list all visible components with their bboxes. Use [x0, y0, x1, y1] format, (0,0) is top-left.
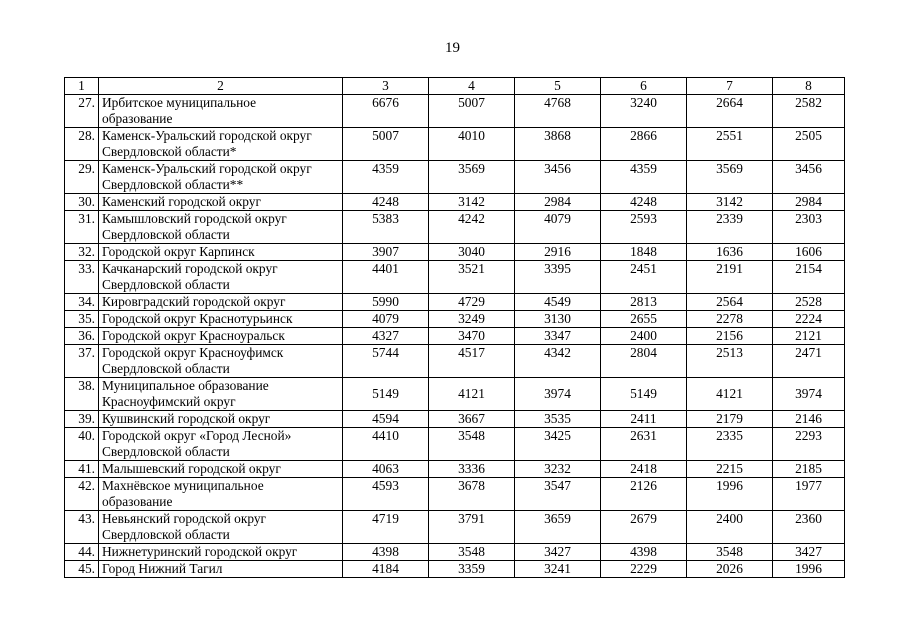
- table-row: [65, 378, 845, 411]
- header-cell-4: 4: [429, 78, 515, 95]
- header-cell-5: 5: [515, 78, 601, 95]
- value-cell-col-4: 3249: [429, 311, 515, 328]
- value-cell-col-4: 3142: [429, 194, 515, 211]
- municipality-name-line: Городской округ Краснотурьинск: [102, 311, 293, 326]
- row-number: 35.: [65, 311, 99, 328]
- value-cell-col-7: 2339: [687, 211, 773, 244]
- table-row: [65, 194, 845, 211]
- municipality-name-line: Камышловский городской округ: [102, 211, 287, 226]
- table-row: [65, 211, 845, 244]
- value-cell-col-8: 2984: [773, 194, 845, 211]
- municipality-name-line: Кировградский городской округ: [102, 294, 286, 309]
- value-cell-col-5: 3427: [515, 544, 601, 561]
- value-cell-col-5: 3395: [515, 261, 601, 294]
- row-number: 32.: [65, 244, 99, 261]
- value-cell-col-4: 3040: [429, 244, 515, 261]
- value-cell-col-4: 3667: [429, 411, 515, 428]
- value-cell-col-7: 2156: [687, 328, 773, 345]
- header-cell-6: 6: [601, 78, 687, 95]
- value-cell-col-3: 4184: [343, 561, 429, 578]
- value-cell-col-6: 2804: [601, 345, 687, 378]
- municipality-name-line: Свердловской области**: [102, 177, 244, 192]
- value-cell-col-4: 3791: [429, 511, 515, 544]
- value-cell-col-6: 2813: [601, 294, 687, 311]
- value-cell-col-5: 4549: [515, 294, 601, 311]
- municipality-name: [99, 161, 343, 194]
- value-cell-col-8: 1977: [773, 478, 845, 511]
- municipality-name: [99, 511, 343, 544]
- municipality-name-line: Кушвинский городской округ: [102, 411, 271, 426]
- value-cell-col-5: 3535: [515, 411, 601, 428]
- value-cell-col-8: 2293: [773, 428, 845, 461]
- value-cell-col-7: 3142: [687, 194, 773, 211]
- value-cell-col-3: 4248: [343, 194, 429, 211]
- value-cell-col-3: 4327: [343, 328, 429, 345]
- table-row: [65, 95, 845, 128]
- value-cell-col-5: 3547: [515, 478, 601, 511]
- row-number: 41.: [65, 461, 99, 478]
- municipality-name: [99, 411, 343, 428]
- value-cell-col-8: 2154: [773, 261, 845, 294]
- municipality-name-line: Свердловской области*: [102, 144, 237, 159]
- value-cell-col-3: 5149: [343, 378, 429, 411]
- municipality-name-line: Каменский городской округ: [102, 194, 261, 209]
- row-number: 36.: [65, 328, 99, 345]
- municipality-name-line: Городской округ «Город Лесной»: [102, 428, 292, 443]
- value-cell-col-4: 3678: [429, 478, 515, 511]
- table-row: [65, 128, 845, 161]
- value-cell-col-6: 2126: [601, 478, 687, 511]
- value-cell-col-4: 5007: [429, 95, 515, 128]
- value-cell-col-4: 3521: [429, 261, 515, 294]
- value-cell-col-7: 2179: [687, 411, 773, 428]
- table-row: [65, 411, 845, 428]
- municipality-name: [99, 478, 343, 511]
- value-cell-col-4: 4010: [429, 128, 515, 161]
- municipality-name-line: Нижнетуринский городской округ: [102, 544, 298, 559]
- value-cell-col-6: 2655: [601, 311, 687, 328]
- value-cell-col-3: 5007: [343, 128, 429, 161]
- value-cell-col-5: 3241: [515, 561, 601, 578]
- row-number: 44.: [65, 544, 99, 561]
- row-number: 33.: [65, 261, 99, 294]
- value-cell-col-5: 3347: [515, 328, 601, 345]
- municipality-name-line: Свердловской области: [102, 361, 230, 376]
- value-cell-col-6: 2451: [601, 261, 687, 294]
- row-number: 39.: [65, 411, 99, 428]
- municipality-name-line: Ирбитское муниципальное: [102, 95, 257, 110]
- value-cell-col-7: 2215: [687, 461, 773, 478]
- value-cell-col-5: 3974: [515, 378, 601, 411]
- value-cell-col-4: 3548: [429, 544, 515, 561]
- value-cell-col-4: 4729: [429, 294, 515, 311]
- value-cell-col-3: 5383: [343, 211, 429, 244]
- municipality-name-line: образование: [102, 494, 173, 509]
- row-number: 29.: [65, 161, 99, 194]
- value-cell-col-7: 3548: [687, 544, 773, 561]
- value-cell-col-5: 2916: [515, 244, 601, 261]
- value-cell-col-8: 2185: [773, 461, 845, 478]
- value-cell-col-7: 2335: [687, 428, 773, 461]
- value-cell-col-8: 3974: [773, 378, 845, 411]
- municipality-name-line: образование: [102, 111, 173, 126]
- table-body: [65, 78, 845, 578]
- value-cell-col-5: 3425: [515, 428, 601, 461]
- value-cell-col-8: 3427: [773, 544, 845, 561]
- value-cell-col-7: 1996: [687, 478, 773, 511]
- value-cell-col-7: 2278: [687, 311, 773, 328]
- value-cell-col-5: 3130: [515, 311, 601, 328]
- table-row: [65, 544, 845, 561]
- municipality-name-line: Городской округ Красноуфимск: [102, 345, 284, 360]
- value-cell-col-3: 5744: [343, 345, 429, 378]
- row-number: 37.: [65, 345, 99, 378]
- value-cell-col-3: 4398: [343, 544, 429, 561]
- municipality-name: [99, 461, 343, 478]
- header-cell-3: 3: [343, 78, 429, 95]
- value-cell-col-6: 2418: [601, 461, 687, 478]
- row-number: 40.: [65, 428, 99, 461]
- value-cell-col-3: 3907: [343, 244, 429, 261]
- value-cell-col-6: 2411: [601, 411, 687, 428]
- value-cell-col-7: 2664: [687, 95, 773, 128]
- value-cell-col-7: 2191: [687, 261, 773, 294]
- value-cell-col-7: 3569: [687, 161, 773, 194]
- municipality-name-line: Невьянский городской округ: [102, 511, 267, 526]
- municipality-name: [99, 311, 343, 328]
- value-cell-col-5: 3232: [515, 461, 601, 478]
- table-row: [65, 161, 845, 194]
- row-number: 30.: [65, 194, 99, 211]
- page-number: 19: [445, 40, 460, 56]
- municipality-name: [99, 428, 343, 461]
- table-row: [65, 311, 845, 328]
- value-cell-col-5: 4079: [515, 211, 601, 244]
- value-cell-col-4: 4517: [429, 345, 515, 378]
- value-cell-col-6: 1848: [601, 244, 687, 261]
- row-number: 34.: [65, 294, 99, 311]
- municipality-name-line: Красноуфимский округ: [102, 394, 236, 409]
- table-row: [65, 478, 845, 511]
- municipality-name-line: Каменск-Уральский городской округ: [102, 128, 312, 143]
- value-cell-col-3: 6676: [343, 95, 429, 128]
- value-cell-col-6: 4359: [601, 161, 687, 194]
- value-cell-col-6: 2631: [601, 428, 687, 461]
- municipality-name: [99, 328, 343, 345]
- row-number: 31.: [65, 211, 99, 244]
- value-cell-col-7: 2551: [687, 128, 773, 161]
- municipality-name: [99, 294, 343, 311]
- value-cell-col-6: 3240: [601, 95, 687, 128]
- value-cell-col-8: 2303: [773, 211, 845, 244]
- municipality-name: [99, 378, 343, 411]
- municipality-name-line: Качканарский городской округ: [102, 261, 278, 276]
- municipality-name-line: Каменск-Уральский городской округ: [102, 161, 312, 176]
- value-cell-col-3: 4719: [343, 511, 429, 544]
- value-cell-col-5: 3659: [515, 511, 601, 544]
- value-cell-col-7: 2513: [687, 345, 773, 378]
- municipality-name: [99, 211, 343, 244]
- value-cell-col-5: 4768: [515, 95, 601, 128]
- value-cell-col-4: 4242: [429, 211, 515, 244]
- municipality-name: [99, 561, 343, 578]
- row-number: 42.: [65, 478, 99, 511]
- header-cell-7: 7: [687, 78, 773, 95]
- value-cell-col-6: 2866: [601, 128, 687, 161]
- header-cell-8: 8: [773, 78, 845, 95]
- row-number: 38.: [65, 378, 99, 411]
- value-cell-col-8: 1996: [773, 561, 845, 578]
- value-cell-col-5: 4342: [515, 345, 601, 378]
- table-row: [65, 244, 845, 261]
- table-header-row: [65, 78, 845, 95]
- value-cell-col-4: 3548: [429, 428, 515, 461]
- municipality-name: [99, 128, 343, 161]
- table-row: [65, 511, 845, 544]
- data-table: [64, 77, 845, 578]
- value-cell-col-4: 4121: [429, 378, 515, 411]
- municipality-name-line: Свердловской области: [102, 444, 230, 459]
- value-cell-col-3: 4593: [343, 478, 429, 511]
- table-row: [65, 561, 845, 578]
- value-cell-col-4: 3470: [429, 328, 515, 345]
- value-cell-col-6: 4248: [601, 194, 687, 211]
- value-cell-col-5: 2984: [515, 194, 601, 211]
- header-cell-1: 1: [65, 78, 99, 95]
- table-row: [65, 461, 845, 478]
- value-cell-col-6: 5149: [601, 378, 687, 411]
- municipality-name: [99, 544, 343, 561]
- value-cell-col-7: 1636: [687, 244, 773, 261]
- header-cell-2: 2: [99, 78, 343, 95]
- row-number: 28.: [65, 128, 99, 161]
- value-cell-col-8: 1606: [773, 244, 845, 261]
- municipality-name: [99, 95, 343, 128]
- value-cell-col-5: 3456: [515, 161, 601, 194]
- value-cell-col-3: 4410: [343, 428, 429, 461]
- table-row: [65, 428, 845, 461]
- table-row: [65, 294, 845, 311]
- municipality-name-line: Свердловской области: [102, 277, 230, 292]
- value-cell-col-7: 2564: [687, 294, 773, 311]
- value-cell-col-6: 2400: [601, 328, 687, 345]
- municipality-name: [99, 345, 343, 378]
- value-cell-col-6: 4398: [601, 544, 687, 561]
- value-cell-col-4: 3569: [429, 161, 515, 194]
- value-cell-col-4: 3336: [429, 461, 515, 478]
- municipality-name-line: Махнёвское муниципальное: [102, 478, 264, 493]
- table-row: [65, 345, 845, 378]
- value-cell-col-3: 4401: [343, 261, 429, 294]
- value-cell-col-8: 2146: [773, 411, 845, 428]
- value-cell-col-8: 2121: [773, 328, 845, 345]
- value-cell-col-8: 2582: [773, 95, 845, 128]
- value-cell-col-3: 4079: [343, 311, 429, 328]
- value-cell-col-8: 2224: [773, 311, 845, 328]
- row-number: 27.: [65, 95, 99, 128]
- value-cell-col-3: 4063: [343, 461, 429, 478]
- municipality-name-line: Свердловской области: [102, 227, 230, 242]
- value-cell-col-8: 2360: [773, 511, 845, 544]
- value-cell-col-6: 2229: [601, 561, 687, 578]
- municipality-name: [99, 261, 343, 294]
- municipality-name-line: Городской округ Карпинск: [102, 244, 255, 259]
- municipality-name-line: Свердловской области: [102, 527, 230, 542]
- value-cell-col-7: 4121: [687, 378, 773, 411]
- value-cell-col-3: 5990: [343, 294, 429, 311]
- municipality-name: [99, 194, 343, 211]
- table-row: [65, 261, 845, 294]
- value-cell-col-3: 4594: [343, 411, 429, 428]
- value-cell-col-8: 2528: [773, 294, 845, 311]
- value-cell-col-8: 2505: [773, 128, 845, 161]
- value-cell-col-8: 2471: [773, 345, 845, 378]
- value-cell-col-7: 2026: [687, 561, 773, 578]
- municipality-name-line: Муниципальное образование: [102, 378, 269, 393]
- municipality-name-line: Малышевский городской округ: [102, 461, 281, 476]
- value-cell-col-8: 3456: [773, 161, 845, 194]
- row-number: 43.: [65, 511, 99, 544]
- value-cell-col-7: 2400: [687, 511, 773, 544]
- row-number: 45.: [65, 561, 99, 578]
- value-cell-col-3: 4359: [343, 161, 429, 194]
- value-cell-col-4: 3359: [429, 561, 515, 578]
- municipality-name: [99, 244, 343, 261]
- municipality-name-line: Город Нижний Тагил: [102, 561, 223, 576]
- table-row: [65, 328, 845, 345]
- value-cell-col-6: 2593: [601, 211, 687, 244]
- value-cell-col-5: 3868: [515, 128, 601, 161]
- value-cell-col-6: 2679: [601, 511, 687, 544]
- municipality-name-line: Городской округ Красноуральск: [102, 328, 285, 343]
